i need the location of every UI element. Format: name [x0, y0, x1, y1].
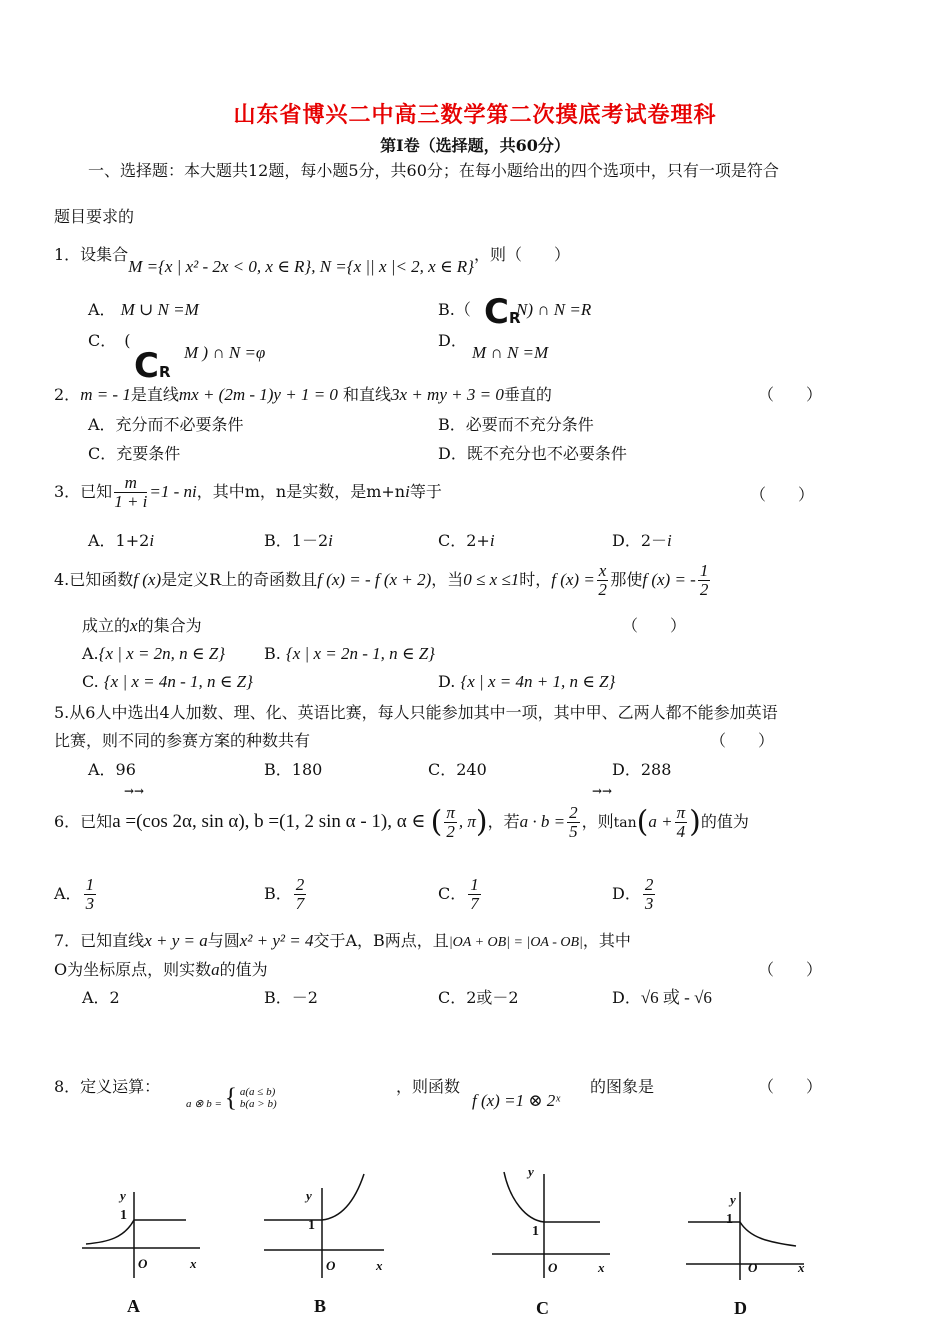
graph-c-label: C	[536, 1298, 549, 1318]
q8-stem-mid: ，则函数	[396, 1077, 461, 1096]
graph-a-one-label: 1	[120, 1208, 127, 1223]
q1-stem: 1．设集合M ={x | x² - 2x < 0, x ∈ R}, N ={x || x |< 2, x ∈ R}，则（ ）	[54, 245, 570, 276]
graph-d-y-label: y	[730, 1192, 736, 1207]
q4-option-a: A.{x | x = 2n, n ∈ Z}	[82, 644, 226, 663]
graph-c-origin-label: O	[548, 1260, 558, 1275]
q5-answer-paren: （ ）	[710, 731, 775, 750]
q3-option-a: A．1+2i	[88, 531, 155, 550]
graph-b-y-label: y	[306, 1188, 312, 1203]
q2-answer-paren: （ ）	[758, 385, 823, 404]
q5-option-c: C．240	[428, 760, 487, 779]
q1-option-d-expr: M ∩ N =M	[472, 343, 549, 362]
q1-option-b-expr: N) ∩ N =R	[516, 300, 592, 319]
instructions-line-2: 题目要求的	[54, 207, 135, 226]
q8-stem: 8．定义运算：	[54, 1077, 161, 1096]
q5-option-a: A．96	[88, 760, 136, 779]
q1-set-expression: M ={x | x² - 2x < 0, x ∈ R}, N ={x || x |< 2, x ∈ R}	[128, 257, 474, 276]
q7-option-d: D．√6 或 - √6	[612, 988, 712, 1007]
vector-arrows: →→	[592, 784, 613, 798]
q6-option-b: B． $\frac{2}{7}$	[264, 875, 305, 913]
graph-a-label: A	[127, 1296, 140, 1316]
graph-b-x-label: x	[376, 1258, 383, 1273]
q6-option-c: C． $\frac{1}{7}$	[438, 875, 479, 913]
q5-option-d: D．288	[612, 760, 672, 779]
q4-option-d: D. {x | x = 4n + 1, n ∈ Z}	[438, 672, 616, 691]
q1-option-b: B.（	[438, 300, 471, 319]
q6-stem: 6．已知a =(cos 2α, sin α), b =(1, 2 sin α - 1), α ∈ ( $\frac{\pi}{2}$ , π)，若a · b = $\frac{2}{5}$ ，则tan(a + $\frac{\pi}{4}$ )的值为	[54, 803, 749, 841]
q7-stem: 7．已知直线x + y = a与圆x² + y² = 4交于A，B两点，且|OA + OB| = |OA - OB|，其中	[54, 931, 631, 950]
graph-c-one-label: 1	[532, 1224, 539, 1239]
graph-a-origin-label: O	[138, 1256, 148, 1271]
q8-function: f (x) =1 ⊗ 2ˣ	[472, 1091, 561, 1110]
q8-definition: a ⊗ b = { a(a ≤ b) b(a > b)	[186, 1083, 277, 1112]
q2-stem: 2．m = - 1是直线mx + (2m - 1)y + 1 = 0 和直线3x + my + 3 = 0垂直的	[54, 385, 552, 404]
q4-option-b: B. {x | x = 2n - 1, n ∈ Z}	[264, 644, 435, 663]
q4-answer-paren: （ ）	[622, 616, 687, 635]
q1-option-a: A． M ∪ N =M	[88, 300, 199, 319]
q1-option-c: C． (	[88, 331, 131, 350]
q6-option-a: A． $\frac{1}{3}$	[54, 875, 95, 913]
graph-d-x-label: x	[798, 1260, 805, 1275]
q4-option-c: C. {x | x = 4n - 1, n ∈ Z}	[82, 672, 253, 691]
q8-stem-tail: 的图象是	[590, 1077, 655, 1096]
q7-stem-line-2: O为坐标原点，则实数a的值为	[54, 960, 268, 979]
q1-option-d: D．	[438, 331, 467, 350]
q3-stem: 3．已知 $\frac{m}{1 + i}$ =1 - ni，其中m，n是实数，是m+ni等于	[54, 473, 442, 511]
complement-symbol: CR	[484, 292, 521, 332]
graph-d-origin-label: O	[748, 1260, 758, 1275]
graph-d-label: D	[734, 1298, 747, 1318]
instructions-line-1: 一、选择题：本大题共12题，每小题5分，共60分；在每小题给出的四个选项中，只有一项是符合	[88, 161, 779, 180]
graph-b-label: B	[314, 1296, 327, 1316]
q7-answer-paren: （ ）	[758, 960, 823, 979]
q7-option-a: A．2	[82, 988, 120, 1007]
q6-option-d: D． $\frac{2}{3}$	[612, 875, 654, 913]
q2-option-d: D．既不充分也不必要条件	[438, 444, 627, 463]
q2-option-b: B．必要而不充分条件	[438, 415, 594, 434]
q2-option-c: C．充要条件	[88, 444, 181, 463]
q3-option-c: C．2+i	[438, 531, 495, 550]
graph-a-x-label: x	[190, 1256, 197, 1271]
graph-b-origin-label: O	[326, 1258, 336, 1273]
q5-stem-line-1: 5.从6人中选出4人加数、理、化、英语比赛，每人只能参加其中一项，其中甲、乙两人都不能参加英语	[54, 703, 778, 722]
q3-option-b: B．1－2i	[264, 531, 333, 550]
q7-option-b: B．－2	[264, 988, 318, 1007]
q5-option-b: B．180	[264, 760, 323, 779]
graph-a-y-label: y	[120, 1188, 126, 1203]
graph-d-one-label: 1	[726, 1212, 733, 1227]
graph-c-y-label: y	[528, 1164, 534, 1179]
q2-option-a: A．充分而不必要条件	[88, 415, 244, 434]
q3-option-d: D．2－i	[612, 531, 672, 550]
vector-arrows: →→	[124, 784, 145, 798]
q5-stem-line-2: 比赛，则不同的参赛方案的种数共有	[54, 731, 311, 750]
graph-c-x-label: x	[598, 1260, 605, 1275]
q4-stem: 4.已知函数f (x)是定义R上的奇函数且f (x) = - f (x + 2)，当0 ≤ x ≤1时，f (x) = $\frac{x}{2}$ 那使f (x) = - $\frac{1}{2}$	[54, 561, 709, 599]
q7-option-c: C．2或－2	[438, 988, 519, 1007]
graph-b-one-label: 1	[308, 1218, 315, 1233]
page-title: 山东省博兴二中高三数学第二次摸底考试卷理科	[233, 102, 717, 128]
q1-option-c-expr: M ) ∩ N =φ	[184, 343, 266, 362]
q3-answer-paren: （ ）	[750, 485, 815, 504]
q4-stem-line-2: 成立的x的集合为	[82, 616, 202, 635]
complement-symbol: CR	[134, 346, 171, 386]
q8-answer-paren: （ ）	[758, 1077, 823, 1096]
section-heading: 第Ⅰ卷（选择题，共60分）	[380, 136, 570, 155]
